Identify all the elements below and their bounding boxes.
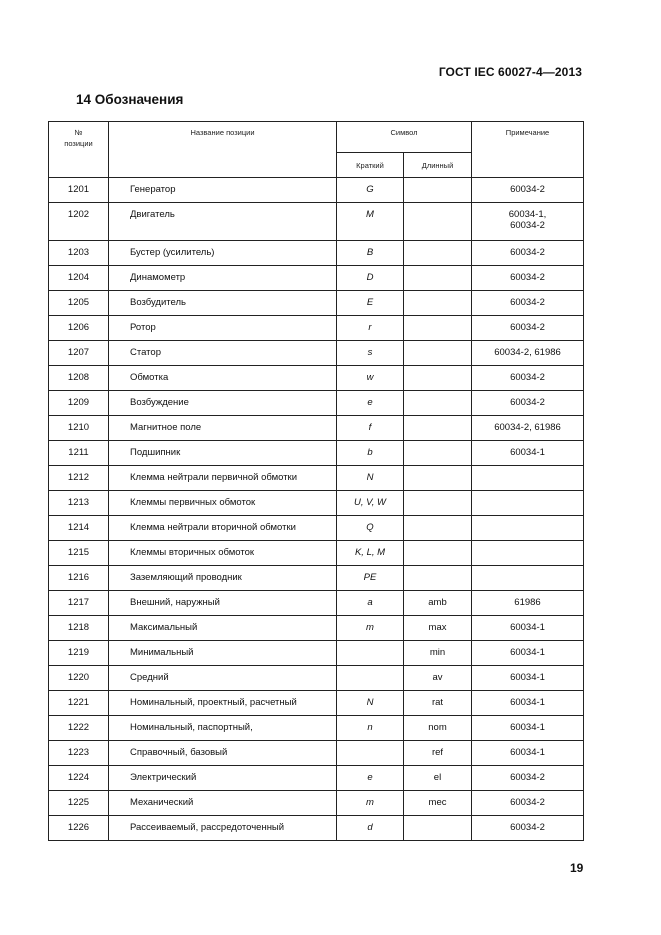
row-name: Возбудитель — [109, 291, 337, 316]
row-number: 1218 — [49, 616, 109, 641]
row-symbol-short: b — [337, 441, 404, 466]
row-name: Клемма нейтрали вторичной обмотки — [109, 516, 337, 541]
row-symbol-short: N — [337, 691, 404, 716]
row-symbol-short: r — [337, 316, 404, 341]
row-number: 1205 — [49, 291, 109, 316]
row-number: 1213 — [49, 491, 109, 516]
row-symbol-long — [404, 203, 472, 241]
table-row — [49, 616, 584, 641]
row-symbol-short: m — [337, 616, 404, 641]
table-row — [49, 241, 584, 266]
header-name: Название позиции — [109, 122, 337, 178]
row-symbol-long: min — [404, 641, 472, 666]
row-number: 1214 — [49, 516, 109, 541]
table-row — [49, 178, 584, 203]
row-symbol-short: d — [337, 816, 404, 841]
row-symbol-short: a — [337, 591, 404, 616]
row-name: Статор — [109, 341, 337, 366]
row-symbol-long — [404, 178, 472, 203]
page-number: 19 — [570, 861, 584, 875]
row-note: 61986 — [472, 591, 584, 616]
table-row — [49, 391, 584, 416]
row-number: 1215 — [49, 541, 109, 566]
header-number: № позиции — [49, 122, 109, 178]
row-note: 60034-1 — [472, 666, 584, 691]
table-header — [49, 122, 584, 178]
row-symbol-long — [404, 266, 472, 291]
row-symbol-short: e — [337, 391, 404, 416]
row-symbol-long — [404, 416, 472, 441]
row-name: Генератор — [109, 178, 337, 203]
row-symbol-long: amb — [404, 591, 472, 616]
table-row — [49, 716, 584, 741]
row-number: 1204 — [49, 266, 109, 291]
row-number: 1208 — [49, 366, 109, 391]
row-symbol-short: B — [337, 241, 404, 266]
row-note: 60034-2 — [472, 791, 584, 816]
table-row — [49, 666, 584, 691]
row-symbol-short: G — [337, 178, 404, 203]
row-symbol-short: M — [337, 203, 404, 241]
row-name: Возбуждение — [109, 391, 337, 416]
row-note — [472, 516, 584, 541]
row-number: 1211 — [49, 441, 109, 466]
row-symbol-short: e — [337, 766, 404, 791]
table-row — [49, 766, 584, 791]
row-number: 1206 — [49, 316, 109, 341]
row-note — [472, 466, 584, 491]
row-symbol-short — [337, 741, 404, 766]
row-symbol-long: av — [404, 666, 472, 691]
row-note — [472, 566, 584, 591]
row-note — [472, 491, 584, 516]
row-number: 1226 — [49, 816, 109, 841]
row-note: 60034-2 — [472, 291, 584, 316]
row-number: 1222 — [49, 716, 109, 741]
header-note: Примечание — [472, 122, 584, 178]
row-symbol-long — [404, 291, 472, 316]
row-name: Обмотка — [109, 366, 337, 391]
row-name: Внешний, наружный — [109, 591, 337, 616]
table-row — [49, 366, 584, 391]
row-symbol-short — [337, 641, 404, 666]
row-number: 1203 — [49, 241, 109, 266]
row-name: Механический — [109, 791, 337, 816]
row-symbol-short: D — [337, 266, 404, 291]
row-name: Максимальный — [109, 616, 337, 641]
row-number: 1221 — [49, 691, 109, 716]
row-note: 60034-2, 61986 — [472, 416, 584, 441]
row-symbol-long — [404, 541, 472, 566]
row-note: 60034-1 — [472, 616, 584, 641]
row-number: 1202 — [49, 203, 109, 241]
designations-table — [48, 121, 584, 841]
document-standard-code: ГОСТ IEC 60027-4—2013 — [438, 65, 582, 79]
row-symbol-long — [404, 241, 472, 266]
row-number: 1216 — [49, 566, 109, 591]
row-symbol-long — [404, 366, 472, 391]
table-row — [49, 641, 584, 666]
row-name: Клеммы вторичных обмоток — [109, 541, 337, 566]
row-note: 60034-2 — [472, 366, 584, 391]
row-symbol-short: m — [337, 791, 404, 816]
header-symbol: Символ — [337, 122, 472, 153]
row-name: Справочный, базовый — [109, 741, 337, 766]
row-note — [472, 541, 584, 566]
table-row — [49, 491, 584, 516]
table-row — [49, 816, 584, 841]
row-note: 60034-2 — [472, 766, 584, 791]
row-number: 1207 — [49, 341, 109, 366]
row-symbol-short: PE — [337, 566, 404, 591]
row-symbol-long: mec — [404, 791, 472, 816]
row-name: Ротор — [109, 316, 337, 341]
row-name: Магнитное поле — [109, 416, 337, 441]
row-name: Клеммы первичных обмоток — [109, 491, 337, 516]
table-row — [49, 466, 584, 491]
row-note: 60034-2 — [472, 266, 584, 291]
row-name: Бустер (усилитель) — [109, 241, 337, 266]
row-symbol-short: s — [337, 341, 404, 366]
row-number: 1209 — [49, 391, 109, 416]
row-symbol-short: f — [337, 416, 404, 441]
row-symbol-long: ref — [404, 741, 472, 766]
table-row — [49, 441, 584, 466]
row-note: 60034-2 — [472, 816, 584, 841]
table-body — [49, 178, 584, 841]
row-name: Рассеиваемый, рассредоточенный — [109, 816, 337, 841]
row-symbol-long: max — [404, 616, 472, 641]
row-number: 1224 — [49, 766, 109, 791]
row-name: Двигатель — [109, 203, 337, 241]
row-note: 60034-1 — [472, 691, 584, 716]
row-note: 60034-1 — [472, 741, 584, 766]
row-number: 1212 — [49, 466, 109, 491]
header-symbol-short: Краткий — [337, 153, 404, 178]
table-row — [49, 591, 584, 616]
row-name: Номинальный, проектный, расчетный — [109, 691, 337, 716]
table-row — [49, 291, 584, 316]
table-row — [49, 791, 584, 816]
row-name: Средний — [109, 666, 337, 691]
row-symbol-short: n — [337, 716, 404, 741]
row-symbol-long: nom — [404, 716, 472, 741]
row-symbol-short: U, V, W — [337, 491, 404, 516]
header-symbol-long: Длинный — [404, 153, 472, 178]
row-number: 1210 — [49, 416, 109, 441]
table-row — [49, 741, 584, 766]
row-symbol-short: E — [337, 291, 404, 316]
row-note: 60034-1, 60034-2 — [472, 203, 584, 241]
row-symbol-long — [404, 491, 472, 516]
row-number: 1219 — [49, 641, 109, 666]
table-row — [49, 316, 584, 341]
section-title: 14 Обозначения — [76, 92, 184, 107]
table-row — [49, 203, 584, 241]
table-row — [49, 416, 584, 441]
row-note: 60034-1 — [472, 716, 584, 741]
row-symbol-long: el — [404, 766, 472, 791]
table-row — [49, 541, 584, 566]
row-number: 1201 — [49, 178, 109, 203]
table-row — [49, 516, 584, 541]
row-note: 60034-2 — [472, 241, 584, 266]
row-symbol-short: K, L, M — [337, 541, 404, 566]
table-row — [49, 691, 584, 716]
row-symbol-long — [404, 816, 472, 841]
row-symbol-short — [337, 666, 404, 691]
row-name: Электрический — [109, 766, 337, 791]
row-number: 1220 — [49, 666, 109, 691]
row-symbol-long — [404, 316, 472, 341]
row-symbol-long — [404, 341, 472, 366]
row-note: 60034-2 — [472, 316, 584, 341]
row-note: 60034-1 — [472, 641, 584, 666]
table-row — [49, 266, 584, 291]
row-symbol-long: rat — [404, 691, 472, 716]
row-symbol-short: N — [337, 466, 404, 491]
row-note: 60034-2, 61986 — [472, 341, 584, 366]
row-symbol-short: w — [337, 366, 404, 391]
row-note: 60034-1 — [472, 441, 584, 466]
row-number: 1225 — [49, 791, 109, 816]
table-row — [49, 341, 584, 366]
row-name: Динамометр — [109, 266, 337, 291]
row-symbol-short: Q — [337, 516, 404, 541]
row-symbol-long — [404, 566, 472, 591]
row-name: Подшипник — [109, 441, 337, 466]
row-name: Заземляющий проводник — [109, 566, 337, 591]
row-name: Клемма нейтрали первичной обмотки — [109, 466, 337, 491]
row-name: Минимальный — [109, 641, 337, 666]
row-symbol-long — [404, 391, 472, 416]
row-symbol-long — [404, 441, 472, 466]
row-symbol-long — [404, 466, 472, 491]
table-row — [49, 566, 584, 591]
row-name: Номинальный, паспортный, — [109, 716, 337, 741]
row-number: 1223 — [49, 741, 109, 766]
row-number: 1217 — [49, 591, 109, 616]
row-symbol-long — [404, 516, 472, 541]
row-note: 60034-2 — [472, 391, 584, 416]
row-note: 60034-2 — [472, 178, 584, 203]
